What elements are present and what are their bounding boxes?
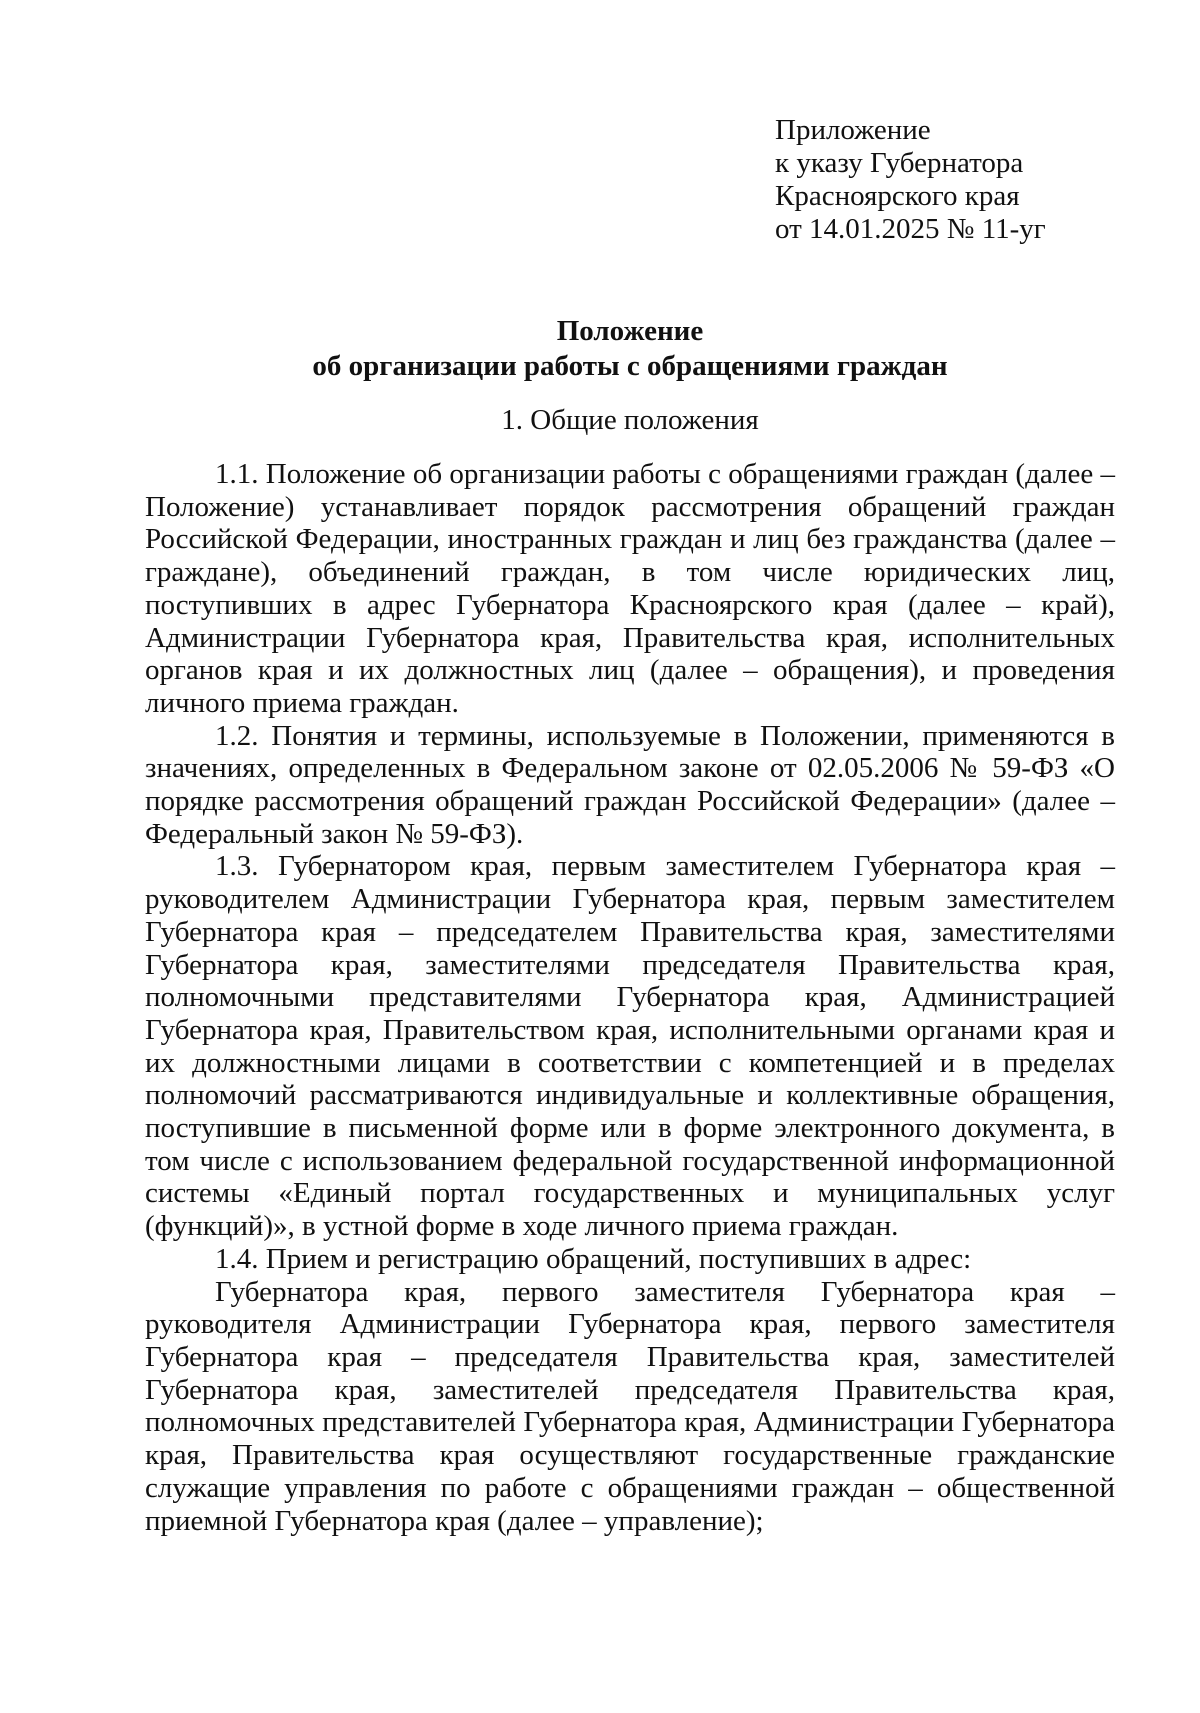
appendix-block xyxy=(775,114,1046,246)
appendix-label: Приложение xyxy=(775,114,931,146)
paragraph-1-4: 1.4. Прием и регистрацию обращений, поступивших в адрес: xyxy=(215,1242,972,1275)
document-title-line2: об организации работы с обращениями граждан xyxy=(312,350,948,382)
document-title-line1: Положение xyxy=(556,315,704,347)
paragraph-1-1: 1.1. Положение об организации работы с обращениями граждан (далее – Положение) устанавливает порядок рассмотрения обращений граждан Российской Федерации, иностранных граждан и лиц без гражданства (далее – граждане), объединений граждан, в том числе юридических лиц, поступивших в адрес Губернатора Красноярского края (далее – край), Администрации Губернатора края, Правительства края, исполнительных органов края и их должностных лиц (далее – обращения), и проведения личного приема граждан. xyxy=(145,458,1115,719)
appendix-date-number: от 14.01.2025 № 11-уг xyxy=(775,213,1046,245)
appendix-decree-ref: к указу Губернатора xyxy=(775,147,1024,179)
paragraph-1-4-item: Губернатора края, первого заместителя Губернатора края – руководителя Администрации Губернатора края, первого заместителя Губернатора края – председателя Правительства края, заместителей Губернатора края, заместителей председателя Правительства края, полномочных представителей Губернатора края, Администрации Губернатора края, Правительства края осуществляют государственные гражданские служащие управления по работе с обращениями граждан – общественной приемной Губернатора края (далее – управление); xyxy=(145,1275,1115,1537)
section-heading: 1. Общие положения xyxy=(501,404,759,436)
appendix-region: Красноярского края xyxy=(775,180,1020,212)
document-title xyxy=(145,314,1115,384)
paragraph-1-3: 1.3. Губернатором края, первым заместителем Губернатора края – руководителем Администрации Губернатора края, первым заместителем Губернатора края – председателем Правительства края, заместителями Губернатора края, заместителями председателя Правительства края, полномочными представителями Губернатора края, Администрацией Губернатора края, Правительством края, исполнительными органами края и их должностными лицами в соответствии с компетенцией и в пределах полномочий рассматриваются индивидуальные и коллективные обращения, поступившие в письменной форме или в форме электронного документа, в том числе с использованием федеральной государственной информационной системы «Единый портал государственных и муниципальных услуг (функций)», в устной форме в ходе личного приема граждан. xyxy=(145,850,1115,1243)
document-body xyxy=(145,458,1115,1537)
paragraph-1-2: 1.2. Понятия и термины, используемые в Положении, применяются в значениях, определенных в Федеральном законе от 02.05.2006 № 59-ФЗ «О порядке рассмотрения обращений граждан Российской Федерации» (далее – Федеральный закон № 59-ФЗ). xyxy=(145,719,1115,850)
